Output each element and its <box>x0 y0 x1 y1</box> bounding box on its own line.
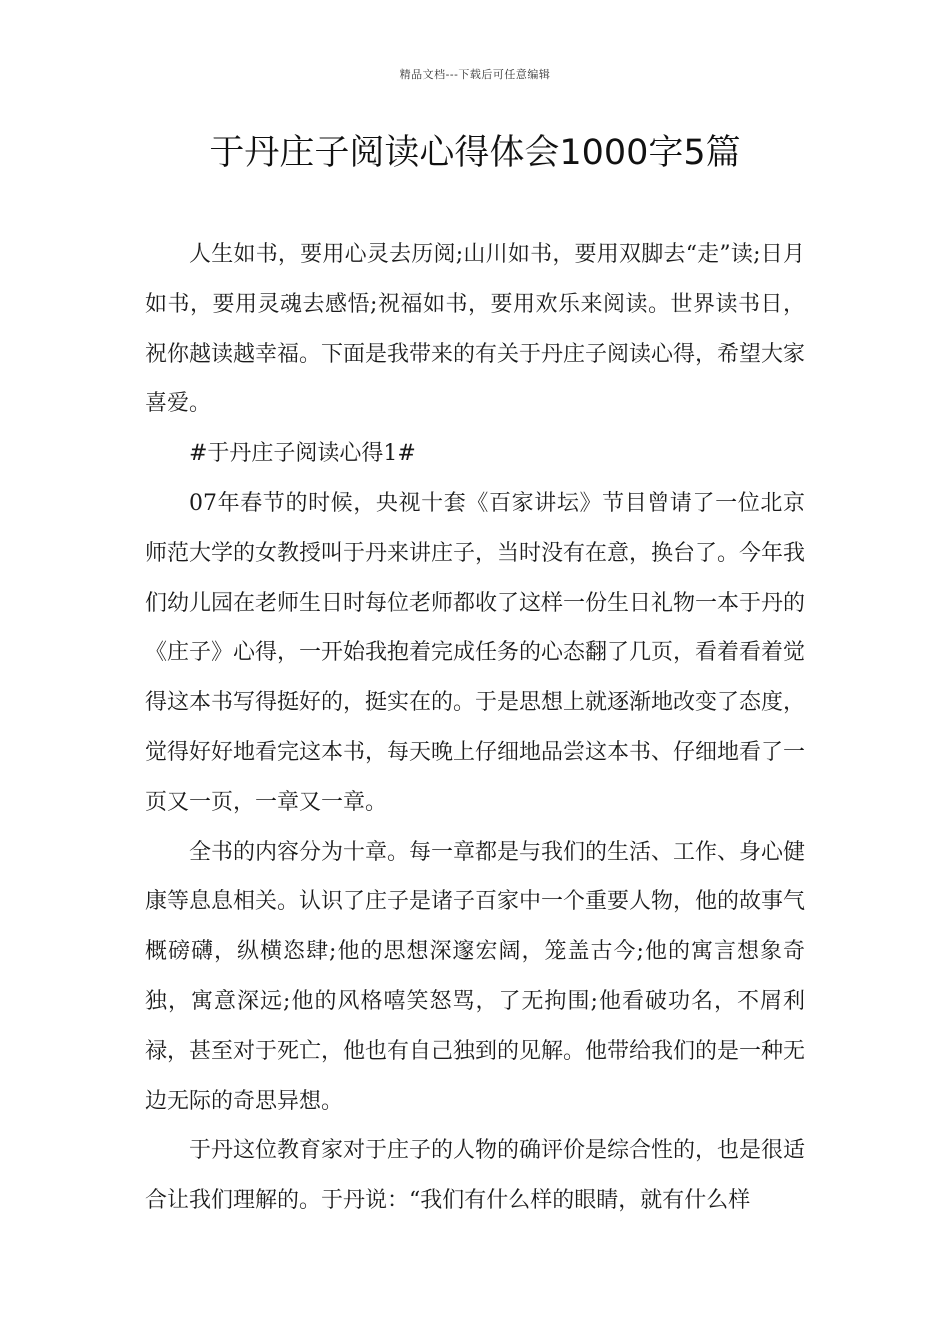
paragraph: 全书的内容分为十章。每一章都是与我们的生活、工作、身心健康等息息相关。认识了庄子是诸子百家中一个重要人物，他的故事气概磅礴，纵横恣肆;他的思想深邃宏阔，笼盖古今;他的寓言想象奇独，寓意深远;他的风格嘻笑怒骂，了无拘围;他看破功名，不屑利禄，甚至对于死亡，他也有自己独到的见解。他带给我们的是一种无边无际的奇思异想。 <box>145 839 806 1114</box>
header-note: 精品文档---下载后可任意编辑 <box>399 68 551 81</box>
paragraph: 07年春节的时候，央视十套《百家讲坛》节目曾请了一位北京师范大学的女教授叫于丹来讲庄子，当时没有在意，换台了。今年我们幼儿园在老师生日时每位老师都收了这样一份生日礼物一本于丹的《庄子》心得，一开始我抱着完成任务的心态翻了几页，看着看着觉得这本书写得挺好的，挺实在的。于是思想上就逐渐地改变了态度，觉得好好地看完这本书，每天晚上仔细地品尝这本书、仔细地看了一页又一页，一章又一章。 <box>145 490 806 815</box>
section-heading: #于丹庄子阅读心得1# <box>189 441 416 467</box>
paragraph: 于丹这位教育家对于庄子的人物的确评价是综合性的，也是很适合让我们理解的。于丹说：“我们有什么样的眼睛，就有什么样 <box>145 1138 806 1214</box>
document-title: 于丹庄子阅读心得体会1000字5篇 <box>209 133 741 173</box>
paragraph-intro: 人生如书，要用心灵去历阅;山川如书，要用双脚去“走”读;日月如书，要用灵魂去感悟;祝福如书，要用欢乐来阅读。世界读书日，祝你越读越幸福。下面是我带来的有关于丹庄子阅读心得，希望大家喜爱。 <box>145 242 806 417</box>
document-body <box>145 230 805 1226</box>
